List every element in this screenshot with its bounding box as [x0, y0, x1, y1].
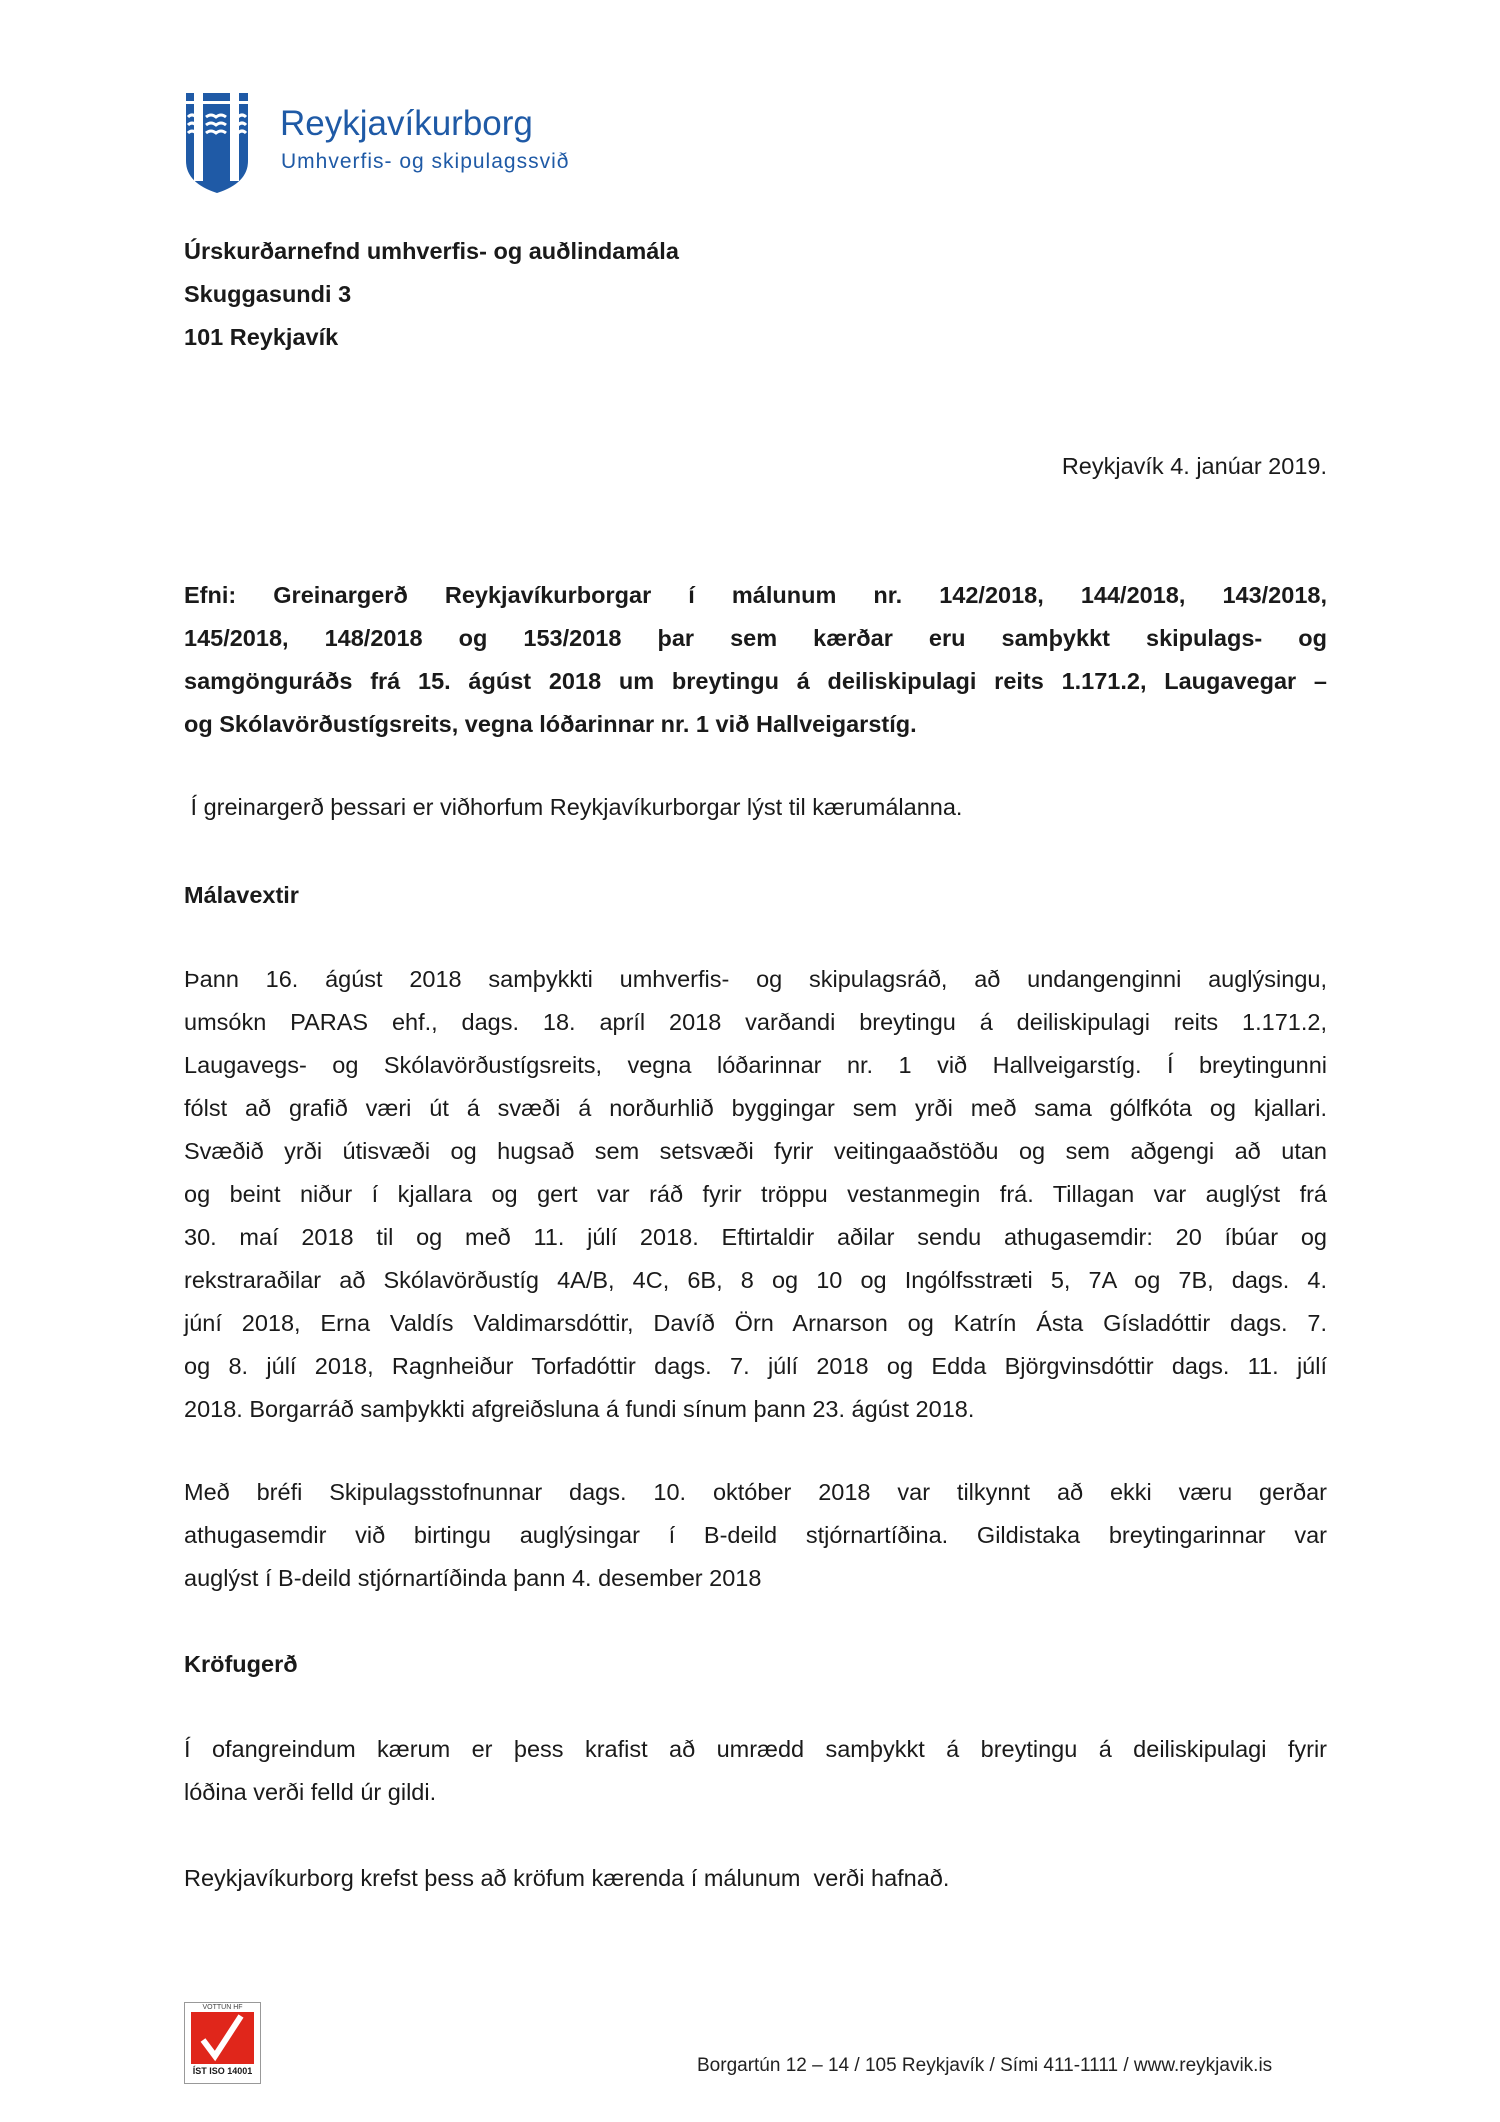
body-line: rekstraraðilar að Skólavörðustíg 4A/B, 4C, 6B, 8 og 10 og Ingólfsstræti 5, 7A og 7B, dags. 4. — [184, 1267, 1327, 1293]
subject-line: Efni: Greinargerð Reykjavíkurborgar í málunum nr. 142/2018, 144/2018, 143/2018, — [184, 582, 1327, 608]
body-line: Þann 16. ágúst 2018 samþykkti umhverfis- og skipulagsráð, að undangenginni auglýsingu, — [184, 966, 1327, 992]
subject-line: 145/2018, 148/2018 og 153/2018 þar sem kærðar eru samþykkt skipulags- og — [184, 625, 1327, 651]
subject-line: samgönguráðs frá 15. ágúst 2018 um breytingu á deiliskipulagi reits 1.171.2, Laugavegar – — [184, 668, 1327, 694]
recipient-line: Skuggasundi 3 — [184, 281, 352, 307]
body-line: athugasemdir við birtingu auglýsingar í B-deild stjórnartíðina. Gildistaka breytingarinnar var — [184, 1522, 1327, 1548]
section-heading-krofugerd: Kröfugerð — [184, 1651, 298, 1677]
org-name: Reykjavíkurborg — [280, 104, 533, 143]
cert-bottom-text: ÍST ISO 14001 — [192, 2066, 253, 2076]
body-line: 2018. Borgarráð samþykkti afgreiðsluna á fundi sínum þann 23. ágúst 2018. — [184, 1396, 975, 1422]
letter-date: Reykjavík 4. janúar 2019. — [1061, 453, 1327, 479]
body-line: Reykjavíkurborg krefst þess að kröfum kærenda í málunum verði hafnað. — [184, 1865, 950, 1891]
body-line: Með bréfi Skipulagsstofnunnar dags. 10. október 2018 var tilkynnt að ekki væru gerðar — [184, 1479, 1327, 1505]
body-line: umsókn PARAS ehf., dags. 18. apríl 2018 varðandi breytingu á deiliskipulagi reits 1.171.2, — [184, 1009, 1327, 1035]
body-line: Svæðið yrði útisvæði og hugsað sem setsvæði fyrir veitingaaðstöðu og sem aðgengi að utan — [184, 1138, 1327, 1164]
body-line: og beint niður í kjallara og gert var ráð fyrir tröppu vestanmegin frá. Tillagan var auglýst frá — [184, 1181, 1327, 1207]
body-line: lóðina verði felld úr gildi. — [184, 1779, 437, 1805]
body-line: Í ofangreindum kærum er þess krafist að umrædd samþykkt á breytingu á deiliskipulagi fyrir — [184, 1736, 1327, 1762]
body-line: Laugavegs- og Skólavörðustígsreits, vegna lóðarinnar nr. 1 við Hallveigarstíg. Í breytingunni — [184, 1052, 1327, 1078]
recipient-line: 101 Reykjavík — [184, 324, 339, 350]
footer-address: Borgartún 12 – 14 / 105 Reykjavík / Sími 411-1111 / www.reykjavik.is — [697, 2055, 1273, 2076]
intro-text: Í greinargerð þessari er viðhorfum Reykjavíkurborgar lýst til kærumálanna. — [184, 794, 963, 820]
recipient-line: Úrskurðarnefnd umhverfis- og auðlindamála — [184, 238, 679, 264]
section-heading-malavextir: Málavextir — [184, 882, 299, 908]
cert-top-text: VOTTUN HF — [202, 2004, 243, 2011]
subject-line: og Skólavörðustígsreits, vegna lóðarinnar nr. 1 við Hallveigarstíg. — [184, 711, 917, 737]
body-line: og 8. júlí 2018, Ragnheiður Torfadóttir dags. 7. júlí 2018 og Edda Björgvinsdóttir dags. 11. júlí — [184, 1353, 1327, 1379]
iso-14001-certification-logo — [184, 2002, 261, 2084]
body-line: auglýst í B-deild stjórnartíðinda þann 4. desember 2018 — [184, 1565, 762, 1591]
body-line: 30. maí 2018 til og með 11. júlí 2018. Eftirtaldir aðilar sendu athugasemdir: 20 íbúar og — [184, 1224, 1327, 1250]
body-line: júní 2018, Erna Valdís Valdimarsdóttir, Davíð Örn Arnarson og Katrín Ásta Gísladóttir dags. 7. — [184, 1310, 1327, 1336]
body-line: fólst að grafið væri út á svæði á norðurhlið byggingar sem yrði með sama gólfkóta og kjallari. — [184, 1095, 1327, 1121]
checkmark-icon — [191, 2012, 254, 2064]
city-coat-of-arms-logo — [184, 91, 250, 194]
department-name: Umhverfis- og skipulagssvið — [281, 150, 570, 173]
